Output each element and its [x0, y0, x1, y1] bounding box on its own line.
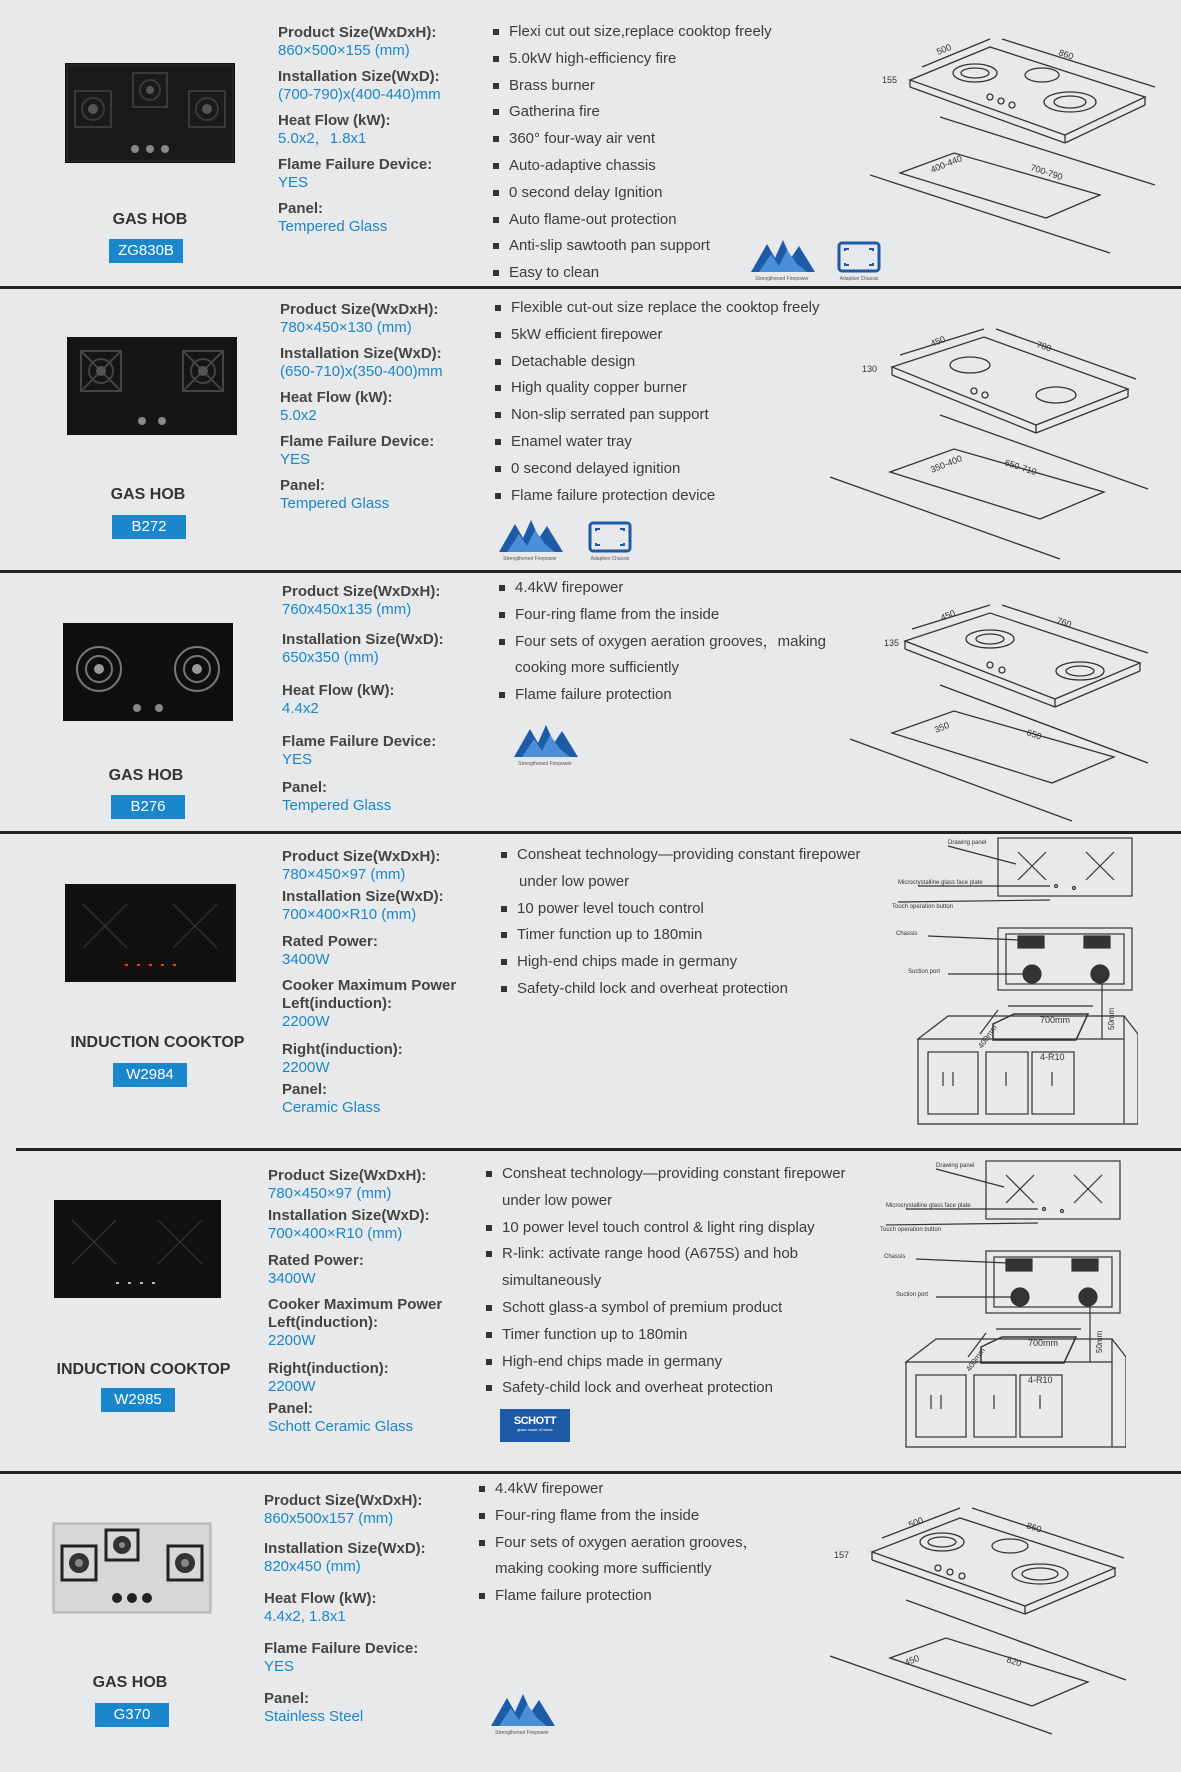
spec-label: Product Size(WxDxH):	[268, 1167, 427, 1184]
spec-label: Heat Flow (kW):	[278, 112, 391, 129]
spec-value: 2200W	[268, 1378, 316, 1395]
product-section-zg830b	[0, 0, 1181, 286]
spec-value: Tempered Glass	[278, 218, 388, 235]
spec-value: 2200W	[268, 1332, 316, 1349]
spec-value: 780×450×97 (mm)	[282, 866, 406, 883]
svg-text:450: 450	[939, 607, 957, 623]
spec-label: Panel:	[268, 1400, 314, 1417]
svg-text:350: 350	[933, 719, 951, 735]
feature-item: 360° four-way air vent	[493, 126, 772, 153]
strengthened-firepower-icon	[485, 1690, 560, 1736]
spec-label: Right(induction):	[268, 1360, 389, 1377]
svg-text:Suction port: Suction port	[896, 1292, 929, 1298]
spec-label: Flame Failure Device:	[282, 733, 437, 750]
svg-text:500: 500	[907, 1514, 925, 1530]
spec-label: Heat Flow (kW):	[264, 1590, 377, 1607]
spec-value: 700×400×R10 (mm)	[282, 906, 417, 923]
spec-value: (700-790)x(400-440)mm	[278, 86, 441, 103]
feature-item: Four-ring flame from the inside	[479, 1503, 758, 1530]
spec-value: 2200W	[282, 1013, 330, 1030]
model-badge: B272	[112, 515, 186, 539]
feature-item: Four sets of oxygen aeration grooves，	[479, 1530, 758, 1557]
svg-text:50mm: 50mm	[1095, 1330, 1104, 1353]
spec-value: 780×450×97 (mm)	[268, 1185, 392, 1202]
spec-label: Rated Power:	[268, 1252, 364, 1269]
feature-item: High quality copper burner	[495, 375, 820, 402]
spec-label: Panel:	[282, 779, 328, 796]
feature-item: Flexi cut out size,replace cooktop freely	[493, 19, 772, 46]
svg-text:155: 155	[882, 75, 898, 85]
svg-text:Strengthened Firepower: Strengthened Firepower	[755, 276, 809, 282]
product-category: GAS HOB	[108, 767, 184, 784]
feature-item: Anti-slip sawtooth pan support	[493, 233, 772, 260]
feature-item: 0 second delay Ignition	[493, 180, 772, 207]
product-category: GAS HOB	[110, 486, 186, 503]
product-section-g370	[0, 1474, 1181, 1772]
spec-value: 3400W	[268, 1270, 316, 1287]
feature-item: Flexible cut-out size replace the cooktop freely	[495, 295, 820, 322]
schott-tagline: glass made of ideas	[517, 1427, 553, 1432]
feature-item: 5.0kW high-efficiency fire	[493, 46, 772, 73]
svg-text:500: 500	[935, 41, 953, 57]
feature-item: Consheat technology—providing constant firepower	[501, 842, 861, 869]
feature-item: R-link: activate range hood (A675S) and hob	[486, 1241, 846, 1268]
feature-item: 0 second delayed ignition	[495, 456, 820, 483]
spec-label: Cooker Maximum Power Left(induction):	[282, 977, 457, 1012]
spec-value: 3400W	[282, 951, 330, 968]
svg-text:Microcrystalline glass face pl: Microcrystalline glass face plate	[886, 1203, 971, 1209]
feature-item: Detachable design	[495, 349, 820, 376]
feature-item: High-end chips made in germany	[501, 949, 861, 976]
svg-text:700-790: 700-790	[1029, 162, 1064, 183]
feature-item: Safety-child lock and overheat protection	[501, 976, 861, 1003]
strengthened-firepower-icon	[493, 516, 568, 562]
spec-label: Product Size(WxDxH):	[280, 301, 439, 318]
feature-item: 4.4kW firepower	[479, 1476, 758, 1503]
feature-item: Enamel water tray	[495, 429, 820, 456]
gas-hob-2-burner-black-image	[67, 337, 237, 435]
model-badge: G370	[95, 1703, 169, 1727]
spec-list	[282, 583, 444, 823]
spec-label: Product Size(WxDxH):	[278, 24, 437, 41]
spec-value: Ceramic Glass	[282, 1099, 381, 1116]
feature-item-continued: cooking more sufficiently	[515, 659, 679, 677]
spec-list	[280, 301, 443, 521]
spec-value: 700×400×R10 (mm)	[268, 1225, 403, 1242]
spec-label: Rated Power:	[282, 933, 378, 950]
spec-label: Panel:	[282, 1081, 328, 1098]
svg-text:400mm: 400mm	[976, 1023, 999, 1051]
feature-item: Flame failure protection	[499, 682, 826, 709]
model-badge: B276	[111, 795, 185, 819]
gas-hob-stainless-image	[52, 1522, 212, 1614]
feature-list	[495, 295, 820, 509]
svg-text:650-710: 650-710	[1003, 457, 1038, 478]
spec-label: Flame Failure Device:	[278, 156, 433, 173]
feature-item-continued: under low power	[519, 872, 630, 890]
svg-text:130: 130	[862, 364, 878, 374]
svg-text:Strengthened Firepower: Strengthened Firepower	[503, 556, 557, 562]
dimension-drawing	[830, 327, 1150, 562]
feature-list	[479, 1476, 758, 1610]
spec-value: YES	[282, 751, 313, 768]
svg-text:700mm: 700mm	[1028, 1338, 1059, 1348]
dimension-drawing	[850, 603, 1150, 823]
model-badge: W2984	[113, 1063, 187, 1087]
feature-item-continued: simultaneously	[502, 1272, 602, 1290]
spec-value: 4.4x2	[282, 700, 319, 717]
feature-item: Safety-child lock and overheat protection	[486, 1375, 846, 1402]
spec-label: Cooker Maximum Power Left(induction):	[268, 1296, 443, 1331]
svg-text:50mm: 50mm	[1107, 1007, 1116, 1030]
feature-item: Four-ring flame from the inside	[499, 602, 826, 629]
feature-item: Flame failure protection	[479, 1583, 758, 1610]
spec-list	[282, 848, 462, 1125]
spec-label: Installation Size(WxD):	[282, 888, 444, 905]
spec-value: Schott Ceramic Glass	[268, 1418, 414, 1435]
gas-hob-2-burner-glass-image	[63, 623, 233, 721]
feature-item-continued: making cooking more sufficiently	[495, 1560, 712, 1578]
spec-value: Tempered Glass	[280, 495, 390, 512]
schott-brand: SCHOTT	[513, 1415, 557, 1427]
svg-text:Strengthened Firepower: Strengthened Firepower	[518, 761, 572, 767]
feature-list	[499, 575, 826, 709]
svg-text:Adaptive Chassis: Adaptive Chassis	[839, 276, 879, 282]
svg-text:Strengthened Firepower: Strengthened Firepower	[495, 1730, 549, 1736]
spec-value: 5.0x2，1.8x1	[278, 130, 367, 147]
feature-item: 10 power level touch control	[501, 896, 861, 923]
product-section-b272	[0, 289, 1181, 570]
product-category: GAS HOB	[112, 211, 188, 228]
svg-text:4-R10: 4-R10	[1040, 1052, 1065, 1062]
svg-text:Chassis: Chassis	[884, 1254, 906, 1260]
spec-label: Panel:	[278, 200, 324, 217]
spec-value: 860x500x157 (mm)	[264, 1510, 394, 1527]
product-section-w2985	[0, 1151, 1181, 1471]
spec-value: 650x350 (mm)	[282, 649, 379, 666]
induction-cooktop-image	[54, 1200, 221, 1298]
feature-list	[486, 1161, 846, 1402]
adaptive-chassis-icon	[585, 520, 635, 562]
spec-value: (650-710)x(350-400)mm	[280, 363, 443, 380]
svg-text:135: 135	[884, 638, 900, 648]
spec-value: 5.0x2	[280, 407, 317, 424]
feature-item: Easy to clean	[493, 260, 772, 287]
svg-text:350-400: 350-400	[929, 453, 964, 475]
spec-value: 760x450x135 (mm)	[282, 601, 412, 618]
svg-text:Touch operation button: Touch operation button	[892, 904, 954, 910]
model-badge: W2985	[101, 1388, 175, 1412]
spec-label: Flame Failure Device:	[264, 1640, 419, 1657]
feature-list	[493, 19, 772, 287]
feature-item: Brass burner	[493, 73, 772, 100]
product-section-b276	[0, 573, 1181, 831]
feature-item: Non-slip serrated pan support	[495, 402, 820, 429]
strengthened-firepower-icon	[508, 721, 583, 767]
feature-item: High-end chips made in germany	[486, 1349, 846, 1376]
feature-item: Auto flame-out protection	[493, 207, 772, 234]
svg-text:Adaptive Chassis: Adaptive Chassis	[590, 556, 630, 562]
spec-list	[268, 1167, 448, 1444]
feature-item: 10 power level touch control & light ring display	[486, 1215, 846, 1242]
svg-text:450: 450	[929, 333, 947, 349]
induction-structure-drawing	[888, 834, 1138, 1144]
svg-text:820: 820	[1005, 1654, 1023, 1669]
svg-text:650: 650	[1025, 727, 1043, 742]
spec-value: 780×450×130 (mm)	[280, 319, 412, 336]
spec-label: Installation Size(WxD):	[282, 631, 444, 648]
svg-text:700mm: 700mm	[1040, 1015, 1071, 1025]
feature-item: Gatherina fire	[493, 99, 772, 126]
feature-item: 5kW efficient firepower	[495, 322, 820, 349]
product-section-w2984	[0, 834, 1181, 1148]
spec-value: YES	[280, 451, 311, 468]
spec-label: Right(induction):	[282, 1041, 403, 1058]
feature-list	[501, 842, 861, 1003]
spec-label: Installation Size(WxD):	[268, 1207, 430, 1224]
spec-label: Product Size(WxDxH):	[282, 583, 441, 600]
spec-label: Panel:	[280, 477, 326, 494]
spec-value: Tempered Glass	[282, 797, 392, 814]
svg-text:780: 780	[1035, 339, 1053, 354]
feature-item: Four sets of oxygen aeration grooves，making	[499, 629, 826, 656]
svg-text:Drawing panel: Drawing panel	[936, 1163, 975, 1169]
spec-label: Heat Flow (kW):	[280, 389, 393, 406]
svg-text:860: 860	[1057, 47, 1075, 62]
model-badge: ZG830B	[109, 239, 183, 263]
svg-text:157: 157	[834, 1550, 850, 1560]
strengthened-firepower-icon	[745, 236, 820, 282]
spec-list	[278, 24, 441, 244]
spec-label: Panel:	[264, 1690, 310, 1707]
spec-value: 820x450 (mm)	[264, 1558, 361, 1575]
svg-text:860: 860	[1025, 1520, 1043, 1535]
spec-label: Product Size(WxDxH):	[264, 1492, 423, 1509]
feature-item: Schott glass-a symbol of premium product	[486, 1295, 846, 1322]
svg-text:760: 760	[1055, 615, 1073, 630]
dimension-drawing	[870, 25, 1160, 280]
feature-item: Flame failure protection device	[495, 483, 820, 510]
svg-text:400-440: 400-440	[929, 153, 964, 175]
spec-value: 860×500×155 (mm)	[278, 42, 410, 59]
svg-text:Microcrystalline glass face pl: Microcrystalline glass face plate	[898, 880, 983, 886]
feature-item: Timer function up to 180min	[486, 1322, 846, 1349]
dimension-drawing	[830, 1496, 1130, 1736]
feature-item-continued: under low power	[502, 1191, 613, 1209]
spec-list	[264, 1492, 426, 1734]
svg-text:Chassis: Chassis	[896, 931, 918, 937]
spec-value: YES	[278, 174, 309, 191]
schott-logo	[500, 1409, 570, 1442]
svg-text:4-R10: 4-R10	[1028, 1375, 1053, 1385]
spec-value: 4.4x2, 1.8x1	[264, 1608, 346, 1625]
product-category: INDUCTION COOKTOP	[56, 1361, 231, 1378]
feature-item: 4.4kW firepower	[499, 575, 826, 602]
spec-label: Installation Size(WxD):	[280, 345, 442, 362]
svg-text:400mm: 400mm	[964, 1346, 987, 1374]
spec-label: Flame Failure Device:	[280, 433, 435, 450]
spec-value: Stainless Steel	[264, 1708, 364, 1725]
svg-text:Suction port: Suction port	[908, 969, 941, 975]
feature-item: Consheat technology—providing constant firepower	[486, 1161, 846, 1188]
induction-structure-drawing	[876, 1157, 1126, 1467]
product-category: INDUCTION COOKTOP	[70, 1034, 245, 1051]
feature-item: Timer function up to 180min	[501, 922, 861, 949]
svg-text:450: 450	[903, 1652, 921, 1668]
spec-value: YES	[264, 1658, 295, 1675]
feature-item: Auto-adaptive chassis	[493, 153, 772, 180]
svg-text:Drawing panel: Drawing panel	[948, 840, 987, 846]
spec-label: Installation Size(WxD):	[264, 1540, 426, 1557]
induction-cooktop-image	[65, 884, 236, 982]
svg-text:Touch operation button: Touch operation button	[880, 1227, 942, 1233]
spec-label: Installation Size(WxD):	[278, 68, 440, 85]
spec-label: Heat Flow (kW):	[282, 682, 395, 699]
product-category: GAS HOB	[92, 1674, 168, 1691]
spec-value: 2200W	[282, 1059, 330, 1076]
spec-label: Product Size(WxDxH):	[282, 848, 441, 865]
gas-hob-3-burner-black-image	[65, 63, 235, 163]
